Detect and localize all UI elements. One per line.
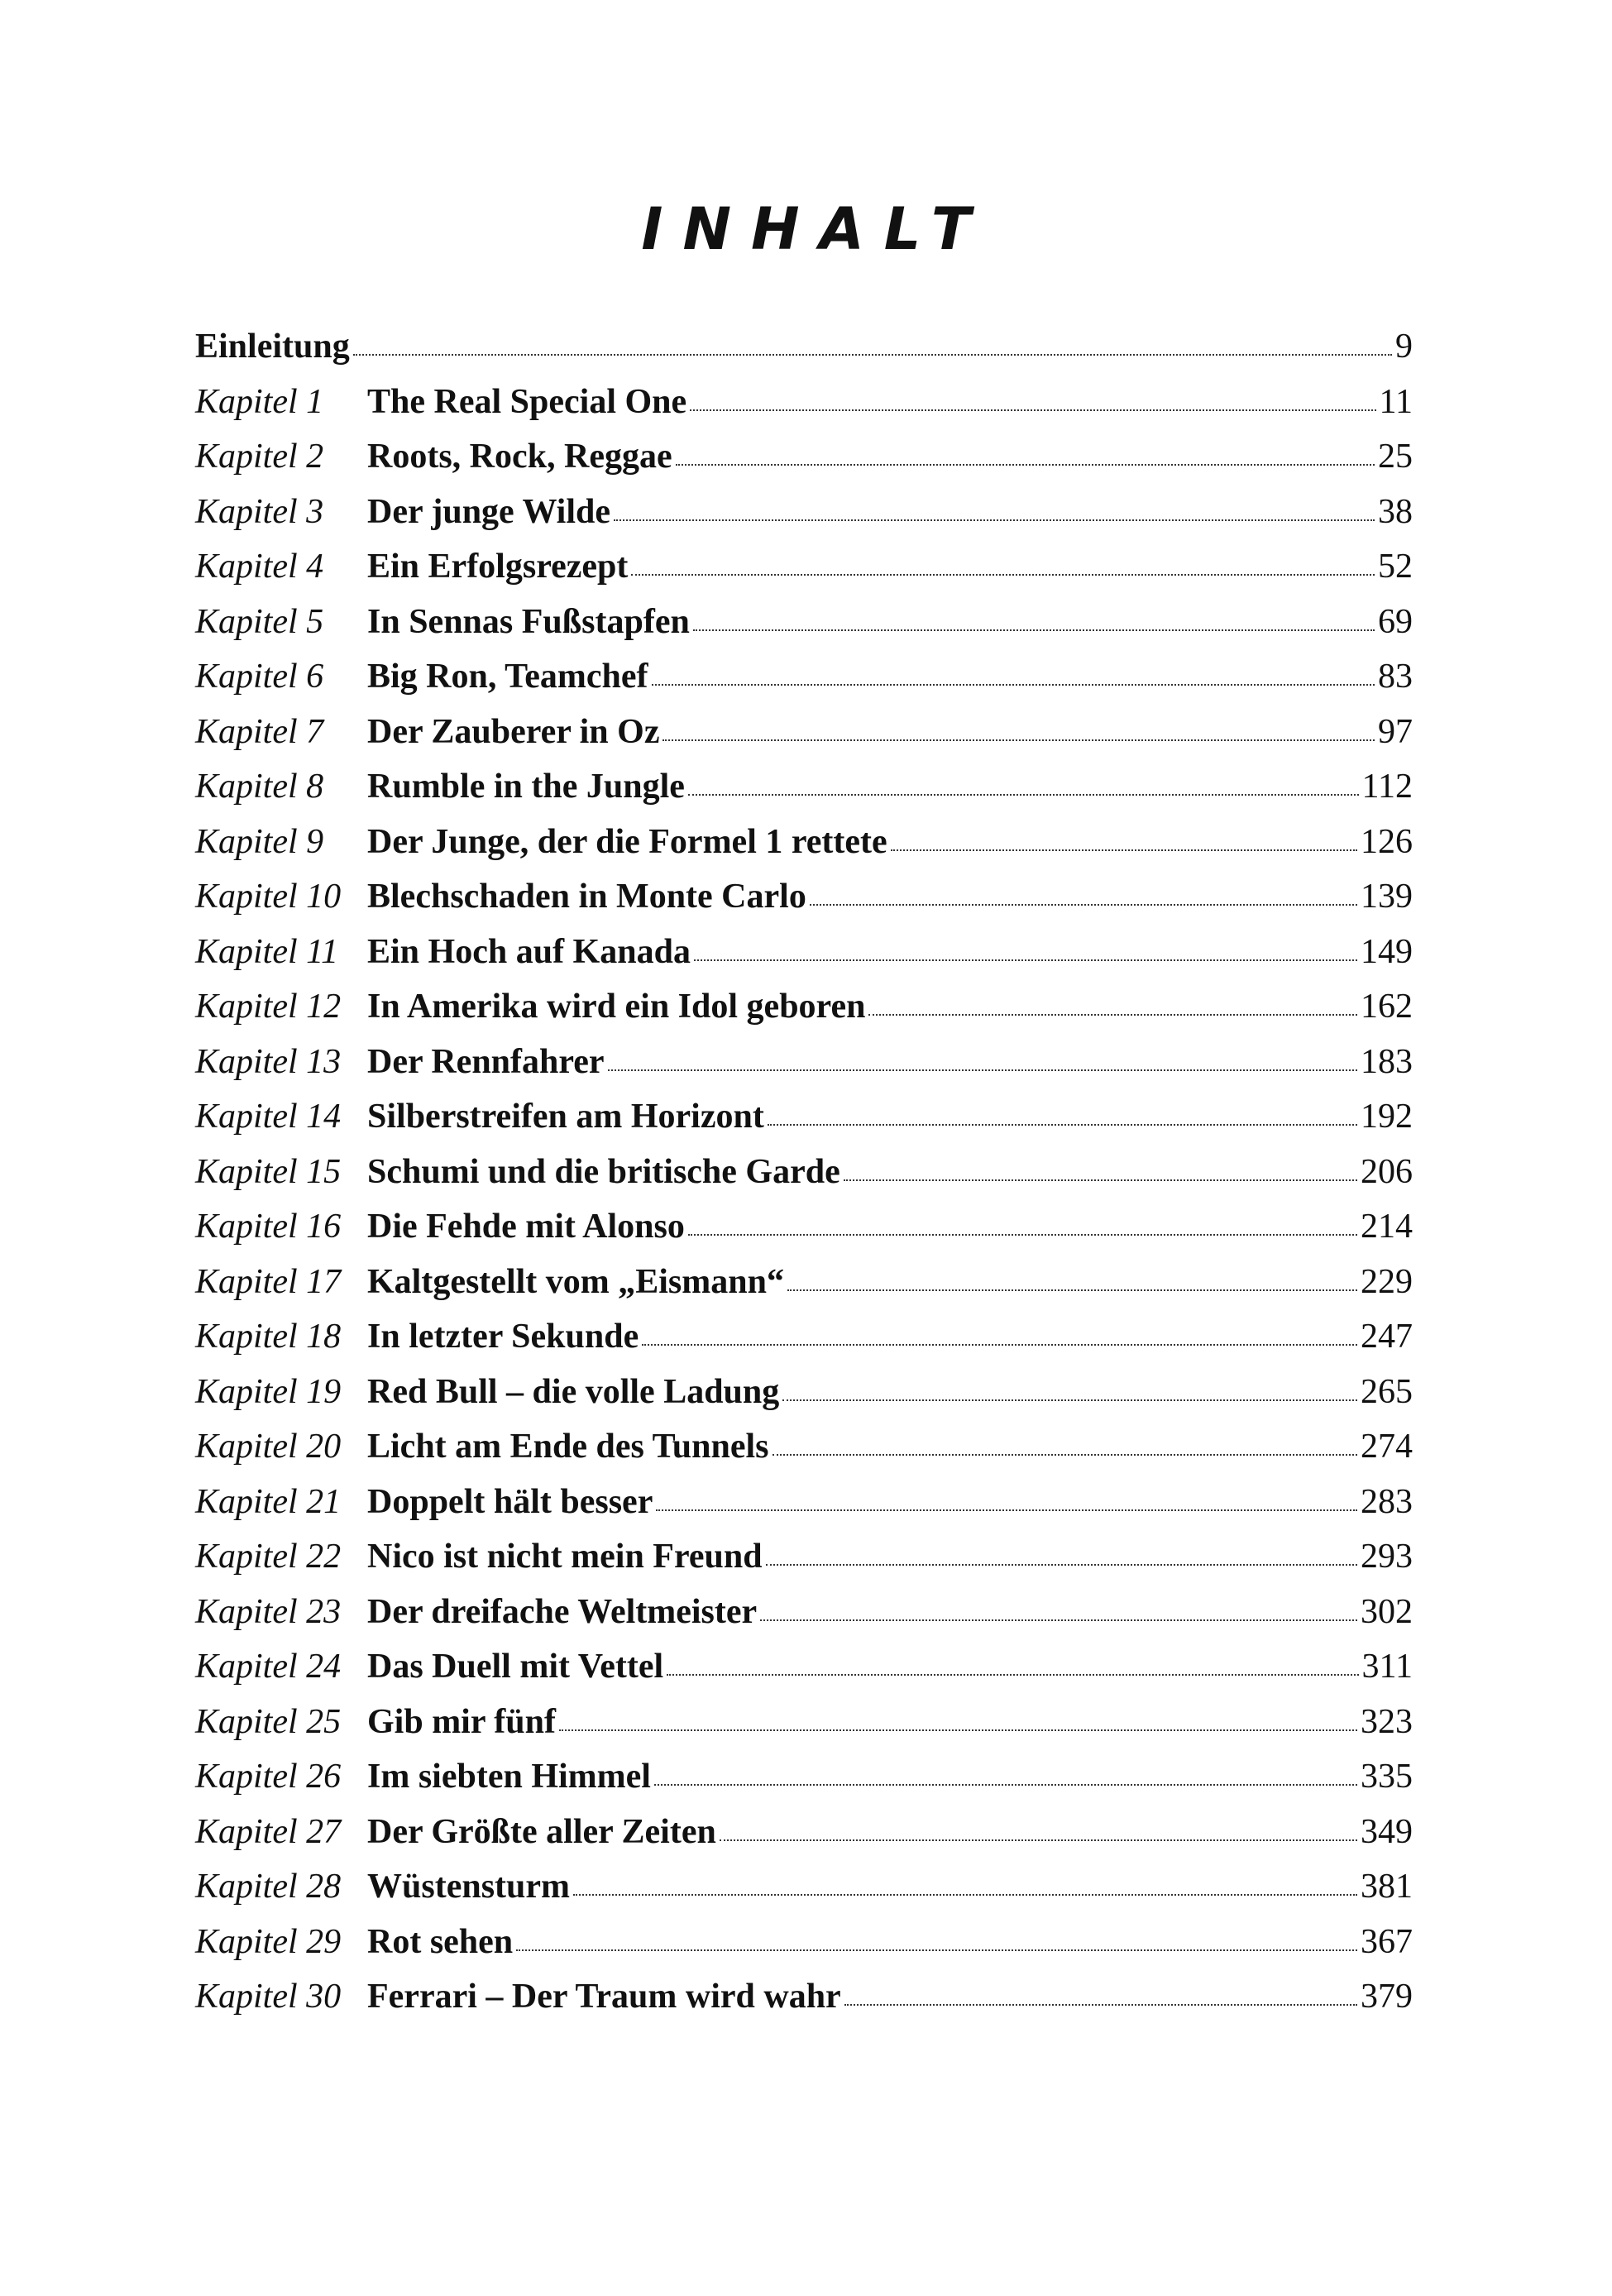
toc-entry[interactable] (195, 925, 1413, 980)
chapter-number: Kapitel 12 (195, 988, 342, 1026)
chapter-title: Der Junge, der die Formel 1 rettete (367, 822, 887, 861)
toc-entry[interactable] (195, 1585, 1413, 1640)
chapter-title: Licht am Ende des Tunnels (367, 1428, 769, 1466)
chapter-number: Kapitel 26 (195, 1758, 342, 1796)
chapter-page: 11 (1379, 382, 1413, 421)
toc-entry-title: Einleitung (195, 328, 350, 366)
chapter-title: Im siebten Himmel (367, 1758, 651, 1796)
chapter-page: 367 (1361, 1922, 1413, 1961)
chapter-page: 293 (1361, 1538, 1413, 1576)
toc-entry[interactable] (195, 1255, 1413, 1310)
toc-entry[interactable] (195, 1089, 1413, 1145)
chapter-title: Kaltgestellt vom „Eismann“ (367, 1262, 784, 1301)
chapter-title: Ein Erfolgsrezept (367, 548, 629, 586)
chapter-page: 335 (1361, 1758, 1413, 1796)
chapter-page: 192 (1361, 1098, 1413, 1136)
toc-entry[interactable] (195, 705, 1413, 760)
chapter-number: Kapitel 22 (195, 1538, 342, 1576)
toc-entry[interactable] (195, 1475, 1413, 1530)
chapter-page: 69 (1378, 602, 1413, 641)
chapter-page: 247 (1361, 1318, 1413, 1356)
chapter-number: Kapitel 30 (195, 1978, 342, 2016)
dot-leader (516, 1949, 1357, 1951)
chapter-page: 97 (1378, 712, 1413, 751)
toc-entry[interactable] (195, 1529, 1413, 1585)
chapter-number: Kapitel 1 (195, 382, 324, 421)
dot-leader (844, 1179, 1357, 1181)
table-of-contents (195, 319, 1413, 2025)
chapter-page: 379 (1361, 1978, 1413, 2016)
dot-leader (690, 409, 1375, 411)
chapter-number: Kapitel 24 (195, 1648, 342, 1686)
toc-entry[interactable] (195, 1035, 1413, 1090)
dot-leader (662, 739, 1375, 741)
chapter-title: Wüstensturm (367, 1868, 571, 1906)
chapter-number: Kapitel 25 (195, 1702, 342, 1741)
dot-leader (773, 1454, 1357, 1456)
chapter-number: Kapitel 18 (195, 1318, 342, 1356)
chapter-title: Der dreifache Weltmeister (367, 1592, 758, 1631)
dot-leader (614, 519, 1375, 521)
chapter-number: Kapitel 21 (195, 1482, 342, 1521)
chapter-number: Kapitel 4 (195, 548, 324, 586)
chapter-number: Kapitel 8 (195, 768, 324, 806)
chapter-title: Rumble in the Jungle (367, 768, 685, 806)
dot-leader (667, 1674, 1358, 1676)
chapter-page: 206 (1361, 1152, 1413, 1191)
chapter-page: 302 (1361, 1592, 1413, 1631)
chapter-title: Roots, Rock, Reggae (367, 438, 672, 476)
toc-entry[interactable] (195, 759, 1413, 815)
chapter-number: Kapitel 7 (195, 712, 324, 751)
chapter-page: 139 (1361, 878, 1413, 916)
chapter-number: Kapitel 17 (195, 1262, 342, 1301)
toc-entry[interactable] (195, 1859, 1413, 1915)
dot-leader (868, 1014, 1357, 1016)
page-title: INHALT (641, 195, 991, 263)
chapter-title: In Sennas Fußstapfen (367, 602, 690, 641)
chapter-title: The Real Special One (367, 382, 687, 421)
toc-entry[interactable] (195, 375, 1413, 430)
chapter-number: Kapitel 14 (195, 1098, 342, 1136)
dot-leader (688, 1234, 1357, 1236)
dot-leader (720, 1839, 1357, 1841)
chapter-page: 214 (1361, 1208, 1413, 1246)
toc-entry[interactable] (195, 1365, 1413, 1420)
chapter-title: Ein Hoch auf Kanada (367, 932, 691, 971)
chapter-page: 265 (1361, 1372, 1413, 1411)
toc-entry[interactable] (195, 1419, 1413, 1475)
toc-entry-page: 9 (1395, 328, 1413, 366)
dot-leader (559, 1729, 1357, 1731)
chapter-page: 149 (1361, 932, 1413, 971)
chapter-title: Ferrari – Der Traum wird wahr (367, 1978, 841, 2016)
chapter-title: Rot sehen (367, 1922, 514, 1961)
dot-leader (787, 1289, 1357, 1291)
dot-leader (573, 1894, 1357, 1896)
chapter-number: Kapitel 6 (195, 658, 324, 696)
chapter-page: 83 (1378, 658, 1413, 696)
toc-entry[interactable] (195, 1639, 1413, 1695)
dot-leader (676, 464, 1375, 466)
toc-entry[interactable] (195, 649, 1413, 705)
dot-leader (693, 629, 1375, 631)
dot-leader (810, 904, 1357, 906)
toc-entry[interactable] (195, 1695, 1413, 1750)
chapter-title: Das Duell mit Vettel (367, 1648, 664, 1686)
chapter-number: Kapitel 19 (195, 1372, 342, 1411)
chapter-page: 183 (1361, 1042, 1413, 1081)
chapter-page: 229 (1361, 1262, 1413, 1301)
chapter-number: Kapitel 2 (195, 438, 324, 476)
chapter-title: Silberstreifen am Horizont (367, 1098, 764, 1136)
chapter-page: 349 (1361, 1812, 1413, 1851)
dot-leader (652, 684, 1375, 686)
chapter-number: Kapitel 15 (195, 1152, 342, 1191)
chapter-number: Kapitel 3 (195, 492, 324, 531)
dot-leader (768, 1124, 1357, 1126)
chapter-page: 126 (1361, 822, 1413, 861)
toc-entry[interactable] (195, 539, 1413, 595)
dot-leader (766, 1564, 1357, 1566)
chapter-title: Schumi und die britische Garde (367, 1152, 840, 1191)
toc-entry[interactable] (195, 1749, 1413, 1805)
chapter-page: 25 (1378, 438, 1413, 476)
chapter-title: Big Ron, Teamchef (367, 658, 648, 696)
dot-leader (631, 574, 1375, 576)
toc-entry[interactable] (195, 1969, 1413, 2025)
chapter-number: Kapitel 11 (195, 932, 339, 971)
chapter-page: 381 (1361, 1868, 1413, 1906)
toc-entry[interactable] (195, 485, 1413, 540)
chapter-page: 162 (1361, 988, 1413, 1026)
toc-entry[interactable] (195, 815, 1413, 870)
dot-leader (891, 849, 1357, 851)
chapter-number: Kapitel 13 (195, 1042, 342, 1081)
chapter-page: 274 (1361, 1428, 1413, 1466)
toc-entry[interactable] (195, 979, 1413, 1035)
toc-entry[interactable] (195, 595, 1413, 650)
toc-entry[interactable] (195, 1199, 1413, 1255)
chapter-page: 283 (1361, 1482, 1413, 1521)
chapter-title: Red Bull – die volle Ladung (367, 1372, 780, 1411)
dot-leader (844, 2004, 1357, 2006)
dot-leader (642, 1344, 1357, 1346)
chapter-title: Der Zauberer in Oz (367, 712, 660, 751)
chapter-title: Gib mir fünf (367, 1702, 556, 1741)
chapter-number: Kapitel 29 (195, 1922, 342, 1961)
chapter-title: Der Größte aller Zeiten (367, 1812, 716, 1851)
chapter-title: Doppelt hält besser (367, 1482, 653, 1521)
dot-leader (688, 794, 1359, 796)
chapter-page: 112 (1361, 768, 1413, 806)
chapter-page: 52 (1378, 548, 1413, 586)
chapter-number: Kapitel 16 (195, 1208, 342, 1246)
chapter-title: Der junge Wilde (367, 492, 611, 531)
chapter-title: Der Rennfahrer (367, 1042, 605, 1081)
dot-leader (608, 1069, 1357, 1071)
chapter-page: 38 (1378, 492, 1413, 531)
chapter-number: Kapitel 23 (195, 1592, 342, 1631)
dot-leader (760, 1619, 1357, 1621)
toc-entry[interactable] (195, 429, 1413, 485)
dot-leader (353, 354, 1392, 356)
chapter-number: Kapitel 20 (195, 1428, 342, 1466)
dot-leader (654, 1784, 1357, 1786)
chapter-number: Kapitel 28 (195, 1868, 342, 1906)
chapter-page: 311 (1361, 1648, 1413, 1686)
toc-entry[interactable] (195, 1145, 1413, 1200)
toc-entry[interactable] (195, 1805, 1413, 1860)
dot-leader (782, 1399, 1357, 1401)
chapter-number: Kapitel 9 (195, 822, 324, 861)
chapter-title: Nico ist nicht mein Freund (367, 1538, 763, 1576)
toc-entry-introduction[interactable] (195, 319, 1413, 375)
dot-leader (694, 959, 1357, 961)
toc-entry[interactable] (195, 1309, 1413, 1365)
chapter-title: Blechschaden in Monte Carlo (367, 878, 806, 916)
dot-leader (656, 1509, 1357, 1511)
chapter-number: Kapitel 27 (195, 1812, 342, 1851)
chapter-number: Kapitel 10 (195, 878, 342, 916)
toc-entry[interactable] (195, 869, 1413, 925)
chapter-title: In letzter Sekunde (367, 1318, 639, 1356)
chapter-number: Kapitel 5 (195, 602, 324, 641)
chapter-page: 323 (1361, 1702, 1413, 1741)
chapter-title: Die Fehde mit Alonso (367, 1208, 685, 1246)
chapter-title: In Amerika wird ein Idol geboren (367, 988, 866, 1026)
toc-entry[interactable] (195, 1915, 1413, 1970)
